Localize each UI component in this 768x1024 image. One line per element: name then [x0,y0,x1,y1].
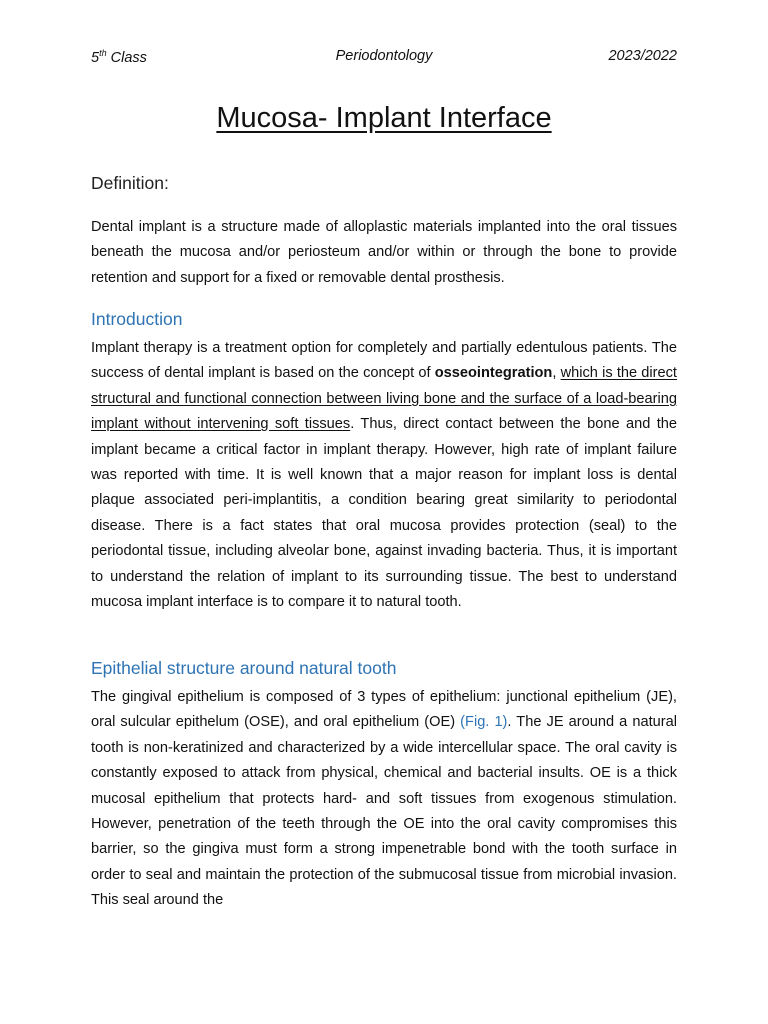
definition-paragraph: Dental implant is a structure made of alloplastic materials implanted into the oral tissues beneath the mucosa and/or periosteum and/or within or through the bone to provide retention and support for a fixed or removable dental prosthesis. [91,219,677,286]
header-class: 5th Class [91,48,147,66]
introduction-heading: Introduction [91,309,183,329]
header-subject: Periodontology [335,48,433,64]
definition-heading: Definition: [91,173,169,193]
epithelial-paragraph: The gingival epithelium is composed of 3 types of epithelium: junctional epithelium (JE), oral sulcular epithelum (OSE), and oral epithelium (OE) (Fig. 1). The JE around a natural tooth is non-keratinized and characterized by a wide intercellular space. The oral cavity is constantly exposed to attack from physical, chemical and bacterial insults. OE is a thick mucosal epithelium that protects hard- and soft tissues from exogenous stimulation. However, penetration of the teeth through the OE into the oral cavity compromises this barrier, so the gingiva must form a strong impenetrable bond with the tooth surface in order to seal and maintain the protection of the submucosal tissue from microbial invasion. This seal around the [91,689,677,909]
epithelial-heading: Epithelial structure around natural tooth [91,658,397,678]
header-year: 2023/2022 [608,48,677,64]
introduction-paragraph: Implant therapy is a treatment option for completely and partially edentulous patients. The success of dental implant is based on the concept of osseointegration, which is the direct structural and functional connection between living bone and the surface of a load-bearing implant without intervening soft tissues. Thus, direct contact between the bone and the implant became a critical factor in implant therapy. However, high rate of implant failure was reported with time. It is well known that a major reason for implant loss is dental plaque associated peri-implantitis, a condition bearing great similarity to periodontal disease. There is a fact states that oral mucosa provides protection (seal) to the periodontal tissue, including alveolar bone, against invading bacteria. Thus, it is important to understand the relation of implant to its surrounding tissue. The best to understand mucosa implant interface is to compare it to natural tooth. [91,340,677,611]
page-title: Mucosa- Implant Interface [216,102,552,134]
osseointegration-term: osseointegration [434,365,553,382]
page-header [91,48,677,68]
figure-1-link[interactable]: (Fig. 1) [460,714,508,731]
osseointegration-definition: which is the direct structural and functional connection between living bone and the surface of a load-bearing implant without intervening soft tissues [91,365,677,433]
